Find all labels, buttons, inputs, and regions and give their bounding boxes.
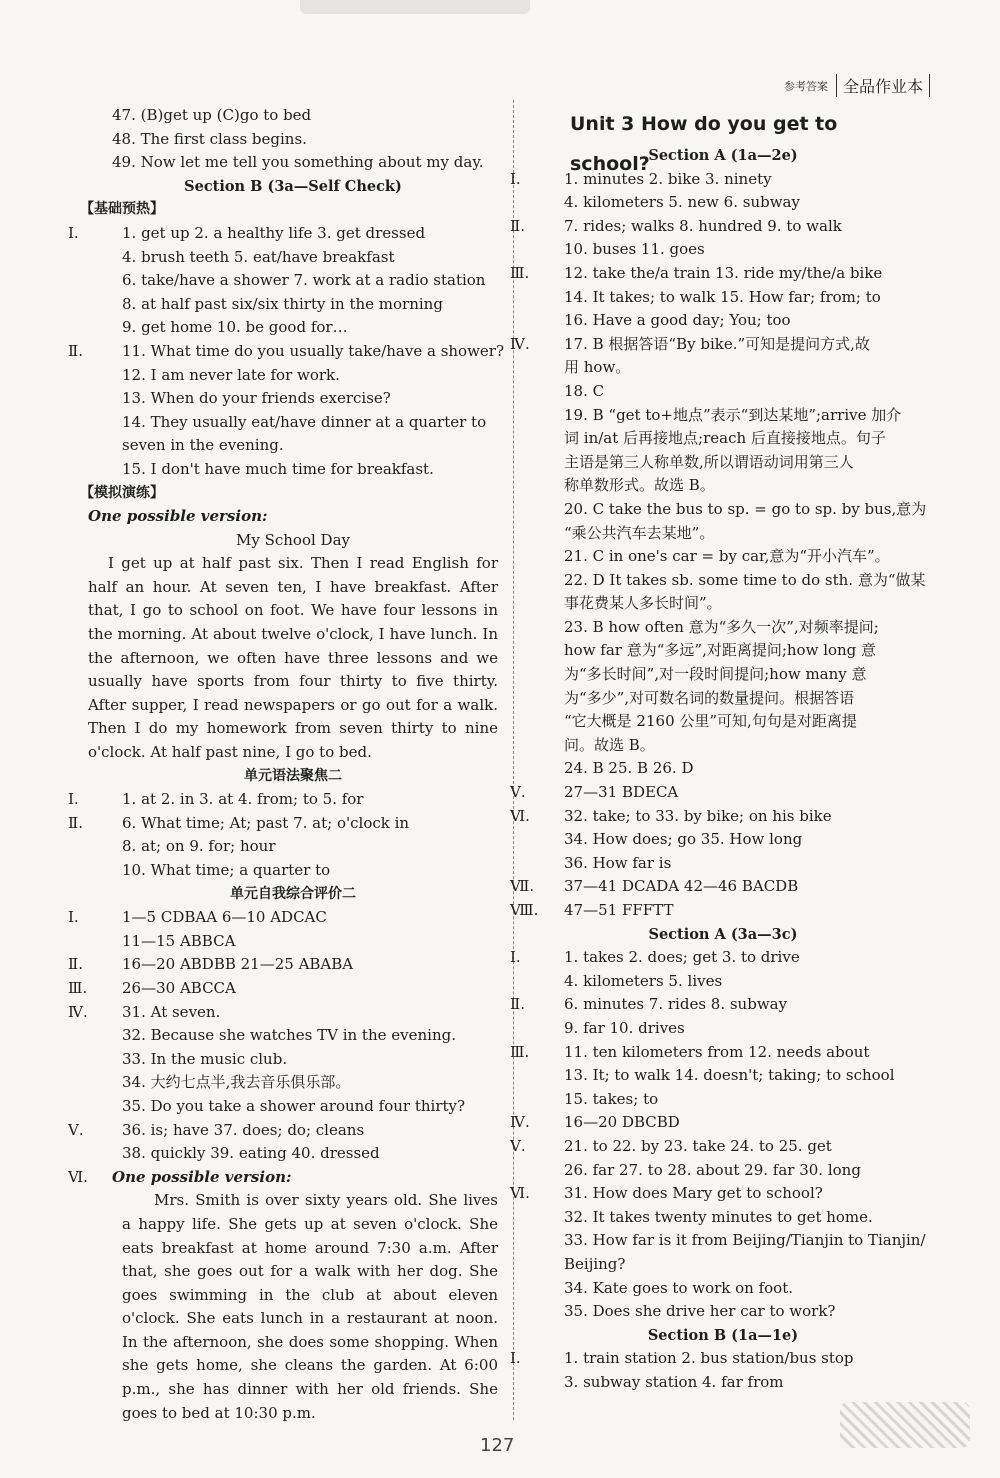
answer-text: 19. B “get to+地点”表示“到达某地”;arrive 加介 bbox=[564, 405, 902, 424]
answer-line bbox=[530, 191, 916, 215]
roman-numeral: Ⅷ. bbox=[510, 901, 539, 919]
answer-line bbox=[530, 309, 916, 333]
answer-text: 7. rides; walks 8. hundred 9. to walk bbox=[564, 216, 842, 235]
answer-line bbox=[68, 788, 498, 812]
left-column bbox=[68, 104, 505, 1425]
answer-line bbox=[510, 262, 916, 286]
section-title: Section A (1a—2e) bbox=[648, 147, 798, 164]
answer-line bbox=[68, 1119, 498, 1143]
answer-text: 20. C take the bus to sp. = go to sp. by bus,意为 bbox=[564, 499, 927, 518]
answer-line bbox=[68, 1166, 498, 1190]
answer-text: 问。故选 B。 bbox=[564, 735, 655, 754]
answer-line bbox=[68, 953, 498, 977]
roman-numeral: Ⅴ. bbox=[510, 1136, 526, 1155]
answer-line bbox=[510, 1182, 916, 1206]
roman-numeral: Ⅴ. bbox=[68, 1120, 84, 1139]
answer-line bbox=[510, 946, 916, 970]
answer-text: 33. In the music club. bbox=[122, 1049, 288, 1068]
answer-line bbox=[530, 1088, 916, 1112]
answer-line bbox=[88, 411, 498, 435]
section-title: Section B (3a—Self Check) bbox=[184, 177, 402, 195]
answer-text: 32. take; to 33. by bike; on his bike bbox=[564, 806, 832, 825]
answer-text: 称单数形式。故选 B。 bbox=[564, 476, 715, 495]
answer-line bbox=[510, 781, 916, 805]
answer-line bbox=[530, 404, 916, 428]
answer-line bbox=[88, 269, 498, 293]
answer-text: 1. at 2. in 3. at 4. from; to 5. for bbox=[122, 790, 364, 809]
roman-numeral: Ⅳ. bbox=[68, 1002, 88, 1021]
section-title: Section B (1a—1e) bbox=[647, 1326, 799, 1344]
answer-text: 11—15 ABBCA bbox=[122, 931, 236, 950]
answer-text: 32. Because she watches TV in the evening. bbox=[122, 1026, 456, 1045]
answer-text: 10. What time; a quarter to bbox=[122, 861, 331, 879]
roman-numeral: Ⅱ. bbox=[510, 216, 525, 235]
roman-numeral: Ⅵ. bbox=[510, 1184, 530, 1203]
answer-line bbox=[530, 1253, 916, 1277]
answer-line bbox=[88, 434, 498, 458]
answer-text: 9. far 10. drives bbox=[564, 1018, 685, 1037]
answer-line bbox=[530, 1064, 916, 1088]
answer-line bbox=[88, 1095, 498, 1119]
answer-line bbox=[530, 498, 927, 522]
answer-line bbox=[530, 852, 916, 876]
answer-text: 11. What time do you usually take/have a shower? bbox=[122, 341, 505, 360]
answer-line bbox=[530, 356, 916, 380]
answer-text: 18. C bbox=[564, 381, 605, 400]
answer-line bbox=[530, 1206, 916, 1230]
answer-text: 1. train station 2. bus station/bus stop bbox=[564, 1349, 854, 1368]
subsection-label: 【模拟演练】 bbox=[80, 484, 164, 501]
answer-text: 12. take the/a train 13. ride my/the/a bike bbox=[564, 263, 883, 282]
answer-line bbox=[88, 1048, 498, 1072]
page-header bbox=[784, 74, 930, 97]
answer-text: 34. How does; go 35. How long bbox=[564, 830, 803, 849]
answer-text: 14. It takes; to walk 15. How far; from; to bbox=[564, 287, 881, 306]
answer-line bbox=[530, 616, 916, 640]
answer-text: 9. get home 10. be good for… bbox=[122, 318, 348, 337]
answer-text: 21. to 22. by 23. take 24. to 25. get bbox=[564, 1136, 832, 1155]
section-a1-answers bbox=[510, 168, 927, 923]
answer-text: 用 how。 bbox=[564, 358, 631, 377]
answer-line bbox=[88, 930, 498, 954]
answer-line bbox=[68, 1001, 498, 1025]
answer-text: 26. far 27. to 28. about 29. far 30. long bbox=[564, 1160, 861, 1179]
answer-line bbox=[530, 1017, 916, 1041]
answer-text: 11. ten kilometers from 12. needs about bbox=[564, 1042, 870, 1061]
answer-line bbox=[510, 1347, 916, 1371]
answer-text: 35. Does she drive her car to work? bbox=[564, 1302, 836, 1321]
answer-line bbox=[510, 215, 916, 239]
answer-line bbox=[510, 899, 916, 923]
roman-numeral: Ⅱ. bbox=[68, 955, 83, 974]
answer-line: 47. (B)get up (C)go to bed bbox=[112, 106, 312, 124]
roman-numeral: Ⅶ. bbox=[510, 877, 535, 896]
answer-line bbox=[510, 805, 916, 829]
header-brand: 全品作业本 bbox=[836, 74, 930, 97]
answer-line bbox=[510, 875, 916, 899]
answer-text: seven in the evening. bbox=[122, 436, 284, 455]
answer-text: 32. It takes twenty minutes to get home. bbox=[564, 1207, 873, 1226]
section-title: 单元语法聚焦二 bbox=[244, 767, 342, 784]
roman-numeral: Ⅲ. bbox=[510, 263, 530, 282]
answer-text: 4. kilometers 5. lives bbox=[564, 971, 723, 990]
answer-text: 1. minutes 2. bike 3. ninety bbox=[564, 169, 772, 188]
answer-line bbox=[88, 316, 498, 340]
answer-line bbox=[530, 592, 916, 616]
answer-line bbox=[530, 522, 916, 546]
answer-line bbox=[88, 458, 498, 482]
answer-line bbox=[88, 246, 498, 270]
jichu-answers bbox=[68, 222, 505, 482]
answer-text: 34. Kate goes to work on foot. bbox=[564, 1278, 794, 1297]
version-label: One possible version: bbox=[88, 507, 268, 526]
answer-line bbox=[530, 380, 916, 404]
right-column bbox=[510, 104, 927, 1394]
answer-text: 事花费某人多长时间”。 bbox=[564, 594, 722, 613]
header-small: 参考答案 bbox=[783, 79, 828, 93]
answer-line bbox=[530, 1159, 916, 1183]
answer-line bbox=[530, 734, 916, 758]
answer-line bbox=[530, 569, 926, 593]
answer-text: 31. How does Mary get to school? bbox=[564, 1184, 823, 1203]
roman-numeral: Ⅰ. bbox=[68, 790, 79, 809]
answer-line bbox=[510, 1135, 916, 1159]
answer-line bbox=[88, 1071, 498, 1095]
answer-line bbox=[530, 1229, 926, 1253]
answer-text: 33. How far is it from Beijing/Tianjin to Tianjin/ bbox=[564, 1231, 926, 1250]
roman-numeral: Ⅲ. bbox=[510, 1042, 530, 1061]
answer-line bbox=[530, 286, 916, 310]
roman-numeral: Ⅰ. bbox=[68, 908, 79, 927]
answer-line bbox=[530, 474, 916, 498]
section-b1-answers bbox=[510, 1347, 916, 1394]
answer-line bbox=[88, 364, 498, 388]
roman-numeral: Ⅱ. bbox=[68, 813, 83, 832]
answer-text: 6. take/have a shower 7. work at a radio station bbox=[122, 271, 486, 290]
answer-line bbox=[68, 977, 498, 1001]
answer-text: 10. buses 11. goes bbox=[564, 240, 705, 259]
answer-text: 14. They usually eat/have dinner at a quarter to bbox=[122, 412, 487, 431]
section-title: 单元自我综合评价二 bbox=[230, 885, 356, 902]
answer-text: 15. takes; to bbox=[564, 1089, 659, 1108]
roman-numeral: Ⅱ. bbox=[510, 995, 525, 1014]
answer-line: 49. Now let me tell you something about my day. bbox=[112, 153, 484, 172]
answer-text: 为“多长时间”,对一段时间提问;how many 意 bbox=[564, 665, 867, 684]
answer-text: 16—20 ABDBB 21—25 ABABA bbox=[122, 955, 354, 974]
answer-line bbox=[510, 168, 916, 192]
answer-line bbox=[530, 238, 916, 262]
answer-line bbox=[510, 993, 916, 1017]
answer-line bbox=[88, 293, 498, 317]
answer-line bbox=[88, 387, 498, 411]
answer-text: 34. 大约七点半,我去音乐俱乐部。 bbox=[122, 1073, 351, 1092]
answer-line bbox=[530, 545, 916, 569]
answer-text: 37—41 DCADA 42—46 BACDB bbox=[564, 877, 799, 896]
answer-line: 48. The first class begins. bbox=[112, 129, 307, 148]
answer-line bbox=[88, 1024, 498, 1048]
answer-text: 4. brush teeth 5. eat/have breakfast bbox=[122, 247, 395, 266]
answer-text: 26—30 ABCCA bbox=[122, 978, 236, 997]
answer-text: 21. C in one's car = by car,意为“开小汽车”。 bbox=[564, 547, 890, 566]
grammar-answers bbox=[68, 788, 498, 882]
answer-text: 31. At seven. bbox=[122, 1002, 221, 1021]
version-label: One possible version: bbox=[112, 1167, 292, 1186]
answer-text: 16—20 DBCBD bbox=[564, 1113, 680, 1132]
answer-line bbox=[88, 1142, 498, 1166]
answer-text: 13. When do your friends exercise? bbox=[122, 389, 391, 408]
answer-line bbox=[530, 1277, 916, 1301]
roman-numeral: Ⅰ. bbox=[510, 948, 521, 967]
answer-text: 12. I am never late for work. bbox=[122, 365, 340, 384]
answer-line bbox=[68, 906, 498, 930]
section-a2-answers bbox=[510, 946, 926, 1324]
answer-line bbox=[530, 757, 916, 781]
answer-text: 38. quickly 39. eating 40. dressed bbox=[122, 1144, 380, 1163]
roman-numeral: Ⅳ. bbox=[510, 1113, 530, 1132]
answer-text: 16. Have a good day; You; too bbox=[564, 311, 791, 330]
roman-numeral: Ⅱ. bbox=[68, 341, 83, 360]
scan-blot bbox=[300, 0, 530, 14]
answer-text: 22. D It takes sb. some time to do sth. 意为“做某 bbox=[564, 570, 926, 589]
answer-line bbox=[530, 710, 916, 734]
roman-numeral: Ⅲ. bbox=[68, 978, 88, 997]
answer-line bbox=[88, 859, 498, 883]
subsection-label: 【基础预热】 bbox=[80, 201, 164, 218]
watermark-logo bbox=[840, 1402, 970, 1448]
answer-line bbox=[530, 639, 916, 663]
answer-line bbox=[510, 1111, 916, 1135]
unit-title: Unit 3 How do you get to school? bbox=[570, 113, 838, 175]
answer-line bbox=[530, 1300, 916, 1324]
answer-text: 47—51 FFFTT bbox=[564, 901, 674, 919]
answer-text: 24. B 25. B 26. D bbox=[564, 759, 694, 778]
essay-text: Mrs. Smith is over sixty years old. She lives a happy life. She gets up at seven o'clock. She eats breakfast at home around 7:30 a.m. After that, she goes out for a walk with her dog. She goes swimming in the club at about eleven o'clock. She eats lunch in a restaurant at noon. In the afternoon, she does some shopping. When she gets home, she cleans the garden. At 6:00 p.m., she has dinner with her old friends. She goes to bed at 10:30 p.m. bbox=[122, 1191, 498, 1422]
review-answers bbox=[68, 906, 498, 1166]
answer-text: 36. How far is bbox=[564, 853, 672, 872]
answer-line bbox=[530, 687, 916, 711]
answer-text: 23. B how often 意为“多久一次”,对频率提问; bbox=[564, 617, 879, 636]
roman-numeral: Ⅵ. bbox=[510, 806, 530, 825]
answer-text: 13. It; to walk 14. doesn't; taking; to school bbox=[564, 1066, 895, 1085]
roman-numeral: Ⅵ. bbox=[68, 1167, 88, 1186]
answer-text: 主语是第三人称单数,所以谓语动词用第三人 bbox=[564, 452, 854, 471]
answer-text: 36. is; have 37. does; do; cleans bbox=[122, 1120, 365, 1139]
answer-text: 35. Do you take a shower around four thirty? bbox=[122, 1096, 466, 1115]
answer-text: how far 意为“多远”,对距离提问;how long 意 bbox=[564, 641, 877, 660]
answer-line bbox=[68, 812, 498, 836]
answer-line bbox=[530, 451, 916, 475]
answer-text: Beijing? bbox=[564, 1254, 626, 1273]
answer-text: 1. takes 2. does; get 3. to drive bbox=[564, 948, 800, 967]
page-number: 127 bbox=[480, 1435, 515, 1456]
answer-text: 17. B 根据答语“By bike.”可知是提问方式,故 bbox=[564, 334, 870, 353]
answer-text: 6. What time; At; past 7. at; o'clock in bbox=[122, 813, 410, 832]
answer-line bbox=[530, 1371, 916, 1395]
answer-line bbox=[68, 340, 505, 364]
answer-text: 8. at; on 9. for; hour bbox=[122, 837, 276, 856]
roman-numeral: Ⅰ. bbox=[510, 1349, 521, 1368]
answer-line bbox=[510, 333, 916, 357]
answer-text: 3. subway station 4. far from bbox=[564, 1372, 784, 1391]
roman-numeral: Ⅰ. bbox=[68, 223, 79, 242]
answer-line bbox=[530, 970, 916, 994]
essay-title: My School Day bbox=[235, 530, 350, 549]
roman-numeral: Ⅰ. bbox=[510, 169, 521, 188]
answer-text: “它大概是 2160 公里”可知,句句是对距离提 bbox=[564, 712, 857, 731]
answer-text: 8. at half past six/six thirty in the morning bbox=[122, 294, 443, 313]
answer-text: 15. I don't have much time for breakfast. bbox=[122, 459, 434, 478]
roman-numeral: Ⅳ. bbox=[510, 334, 530, 353]
section-title: Section A (3a—3c) bbox=[648, 925, 798, 943]
essay-text: I get up at half past six. Then I read English for half an hour. At seven ten, I have breakfast. After that, I go to school on foot. We have four lessons in the morning. At about twelve o'clock, I have lunch. In the afternoon, we often have three lessons and we usually have sports from four thirty to five thirty. After supper, I read newspapers or go out for a walk. Then I do my homework from seven thirty to nine o'clock. At half past nine, I go to bed. bbox=[88, 554, 498, 762]
answer-line bbox=[88, 835, 498, 859]
answer-text: 为“多少”,对可数名词的数量提问。根据答语 bbox=[564, 688, 855, 707]
answer-text: 1—5 CDBAA 6—10 ADCAC bbox=[122, 908, 327, 927]
roman-numeral: Ⅴ. bbox=[510, 783, 526, 802]
answer-text: 词 in/at 后再接地点;reach 后直接接地点。句子 bbox=[564, 429, 886, 448]
answer-text: 1. get up 2. a healthy life 3. get dressed bbox=[122, 223, 426, 242]
answer-text: 6. minutes 7. rides 8. subway bbox=[564, 995, 788, 1014]
answer-line bbox=[510, 1041, 916, 1065]
answer-line bbox=[530, 828, 916, 852]
answer-text: 4. kilometers 5. new 6. subway bbox=[564, 193, 800, 212]
answer-text: 27—31 BDECA bbox=[564, 783, 679, 802]
answer-line bbox=[530, 663, 916, 687]
column-divider bbox=[513, 100, 514, 1420]
answer-text: “乘公共汽车去某地”。 bbox=[564, 523, 715, 542]
answer-line bbox=[530, 427, 916, 451]
answer-line bbox=[68, 222, 498, 246]
